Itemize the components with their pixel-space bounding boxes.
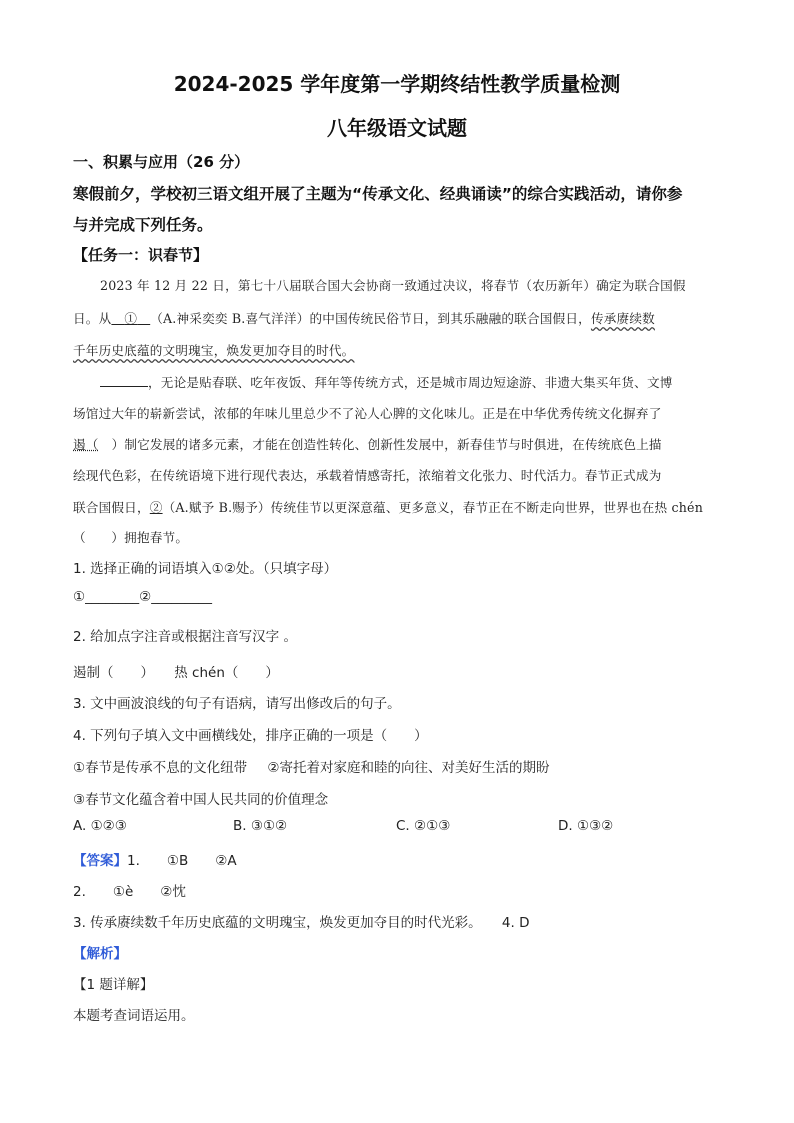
task-heading: 【任务一：识春节】	[73, 246, 209, 264]
answer-line-3: 3. 传承赓续数千年历史底蕴的文明瑰宝，焕发更加夺目的时代光彩。 4. D	[73, 915, 530, 931]
paragraph-1-line-1: 2023 年 12 月 22 日，第七十八届联合国大会协商一致通过决议，将春节（农历新年）确定为联合国假	[100, 278, 686, 293]
p1-text-a: 日。从	[73, 311, 112, 326]
p2-line3-b: ）制它发展的诸多元素，才能在创造性转化、创新性发展中，新春佳节与时俱进，在传统底色上描	[111, 437, 662, 452]
answer-label: 【答案】	[73, 853, 127, 869]
paragraph-2-line-1	[100, 372, 673, 391]
blank-1	[111, 311, 150, 326]
p1-text-b: （A.神采奕奕 B.喜气洋洋）的中国传统民俗节日，到其乐融融的联合国假日，	[150, 311, 591, 326]
paragraph-2-line-4: 绘现代色彩，在传统语境下进行现代表达，承载着情感寄托，浓缩着文化张力、时代活力。春节正式成为	[73, 468, 662, 483]
p2-line5-a: 联合国假日，	[73, 500, 150, 515]
question-1: 1. 选择正确的词语填入①②处。（只填字母）	[73, 561, 338, 577]
analysis-label: 【解析】	[73, 946, 127, 962]
paragraph-2-line-5	[73, 497, 703, 516]
blank-1-label: ①	[124, 311, 138, 326]
p2-line5-b: （A.赋予 B.赐予）传统佳节以更深意蕴、更多意义，春节正在不断走向世界，世界也在热 chén	[162, 500, 704, 515]
sentence-1: ①春节是传承不息的文化纽带	[73, 760, 248, 776]
question-2-items: 遏制（ ） 热 chén（ ）	[73, 665, 279, 681]
question-3: 3. 文中画波浪线的句子有语病，请写出修改后的句子。	[73, 696, 401, 712]
detail-heading-1: 【1 题详解】	[73, 977, 154, 993]
paragraph-2-line-6: （ ）拥抱春节。	[73, 530, 189, 545]
answer-1: 1. ①B ②A	[127, 853, 237, 869]
intro-line-2: 与并完成下列任务。	[73, 216, 213, 234]
choice-b: B. ③①②	[233, 818, 288, 834]
wavy-sentence-part-2: 千年历史底蕴的文明瑰宝，焕发更加夺目的时代。	[73, 343, 355, 358]
paragraph-1-line-2	[73, 308, 655, 327]
question-4: 4. 下列句子填入文中画横线处，排序正确的一项是（ ）	[73, 728, 428, 744]
blank-2: ②	[149, 500, 163, 515]
question-2: 2. 给加点字注音或根据注音写汉字 。	[73, 629, 297, 645]
paragraph-2-line-3	[73, 434, 662, 453]
exam-subtitle: 八年级语文试题	[327, 116, 467, 140]
choice-c: C. ②①③	[396, 818, 451, 834]
wavy-sentence-part-1: 传承赓续数	[590, 311, 655, 326]
sentence-2: ②寄托着对家庭和睦的向往、对美好生活的期盼	[267, 760, 550, 776]
section-heading: 一、积累与应用（26 分）	[73, 153, 250, 171]
intro-line-1: 寒假前夕，学校初三语文组开展了主题为“传承文化、经典诵读”的综合实践活动，请你参	[73, 185, 683, 203]
question-4-sentences-1	[73, 756, 549, 776]
detail-text-1: 本题考查词语运用。	[73, 1008, 195, 1024]
answer-line-2: 2. ①è ②忱	[73, 884, 186, 900]
p2-line3-a: 遏（	[73, 437, 99, 452]
answer-line-1	[73, 849, 237, 869]
p2-line1-text: ，无论是贴春联、吃年夜饭、拜年等传统方式，还是城市周边短途游、非遗大集买年货、文博	[148, 375, 673, 390]
blank-underline	[100, 372, 148, 387]
paragraph-2-line-2: 场馆过大年的崭新尝试，浓郁的年味儿里总少不了沁人心脾的文化味儿。正是在中华优秀传统文化摒弃了	[73, 406, 662, 421]
exam-title: 2024-2025 学年度第一学期终结性教学质量检测	[173, 72, 621, 96]
choice-a: A. ①②③	[73, 818, 127, 834]
choice-d: D. ①③②	[558, 818, 614, 834]
question-4-sentence-3: ③春节文化蕴含着中国人民共同的价值理念	[73, 792, 329, 808]
question-1-blanks: ①________②_________	[73, 589, 212, 605]
